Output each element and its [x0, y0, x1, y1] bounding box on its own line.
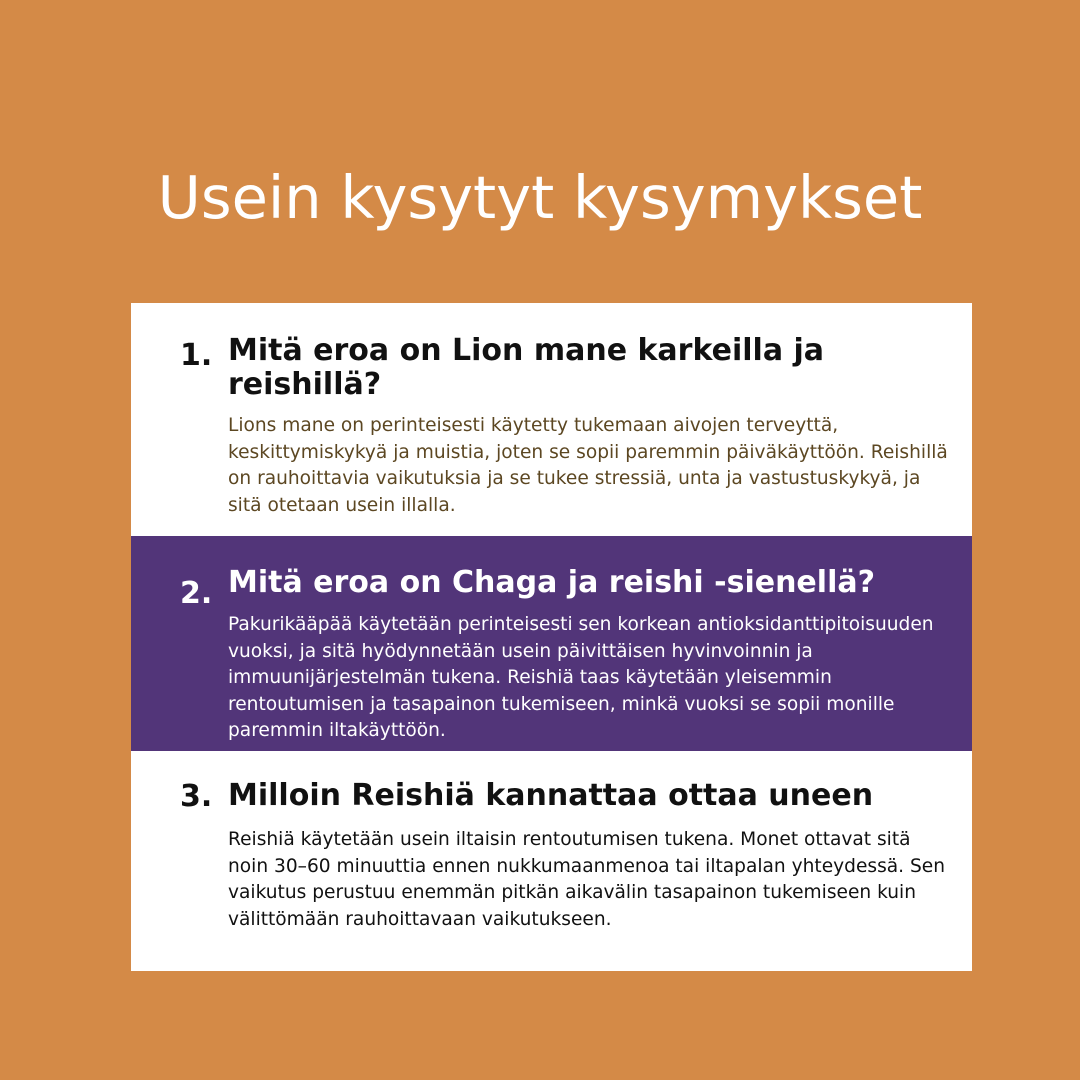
faq-item-1 [131, 303, 972, 536]
faq-number: 2. [180, 576, 213, 611]
faq-answer: Reishiä käytetään usein iltaisin rentoutumisen tukena. Monet ottavat sitä noin 30–60 minuuttia ennen nukkumaanmenoa tai iltapalan yhteydessä. Sen vaikutus perustuu enemmän pitkän aikavälin tasapainon tukemiseen kuin välittömään rauhoittavaan vaikutukseen. [228, 829, 946, 930]
faq-item-3 [131, 751, 972, 971]
faq-number: 1. [180, 338, 213, 373]
faq-card [131, 303, 972, 971]
faq-question: Mitä eroa on Chaga ja reishi -sienellä? [228, 565, 875, 600]
faq-number: 3. [180, 779, 213, 814]
page-title: Usein kysytyt kysymykset [157, 163, 923, 232]
faq-question: Mitä eroa on Lion mane karkeilla ja reishillä? [228, 333, 825, 402]
faq-item-2 [131, 536, 972, 751]
faq-question: Milloin Reishiä kannattaa ottaa uneen [228, 778, 874, 813]
faq-answer: Lions mane on perinteisesti käytetty tukemaan aivojen terveyttä, keskittymiskykyä ja muistia, joten se sopii paremmin päiväkäyttöön. Reishillä on rauhoittavia vaikutuksia ja se tukee stressiä, unta ja vastustuskykyä, ja sitä otetaan usein illalla. [228, 415, 948, 516]
faq-answer: Pakurikääpää käytetään perinteisesti sen korkean antioksidanttipitoisuuden vuoksi, ja sitä hyödynnetään usein päivittäisen hyvinvoinnin ja immuunijärjestelmän tukena. Reishiä taas käytetään yleisemmin rentoutumisen ja tasapainon tukemiseen, minkä vuoksi se sopii monille paremmin iltakäyttöön. [228, 614, 934, 741]
